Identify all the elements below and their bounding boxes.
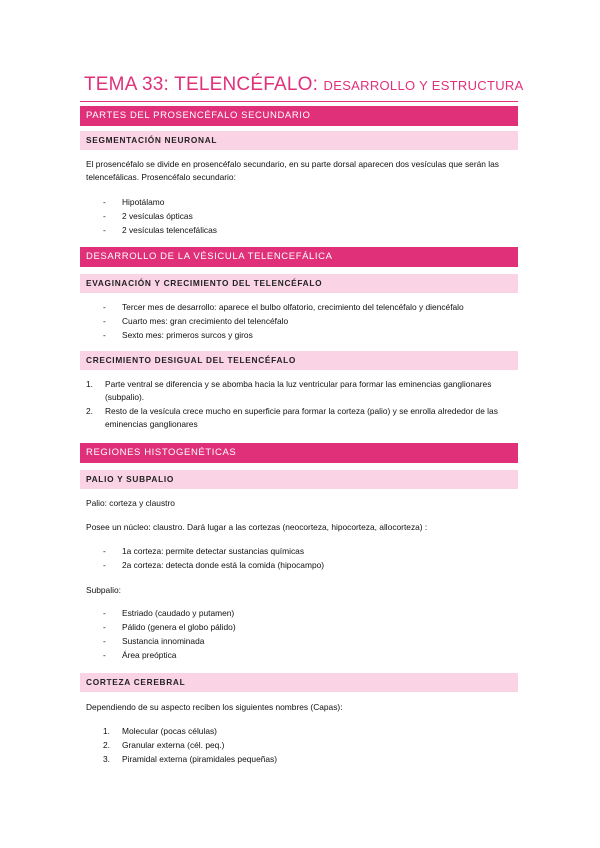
title-rule: [80, 101, 518, 102]
list-number: 1.: [103, 726, 110, 736]
paragraph-palio: Palio: corteza y claustro: [86, 498, 175, 508]
page-title: [84, 74, 524, 96]
subsection-header-crecimiento: CRECIMIENTO DESIGUAL DEL TELENCÉFALO: [80, 351, 518, 370]
bullet-mark: -: [103, 650, 106, 660]
subsection-header-segmentacion: SEGMENTACIÓN NEURONAL: [80, 131, 518, 150]
paragraph-corteza: Dependiendo de su aspecto reciben los siguientes nombres (Capas):: [86, 702, 343, 712]
section-header-regiones: REGIONES HISTOGENÉTICAS: [80, 443, 518, 463]
bullet-mark: -: [103, 546, 106, 556]
list-number: 1.: [86, 379, 93, 389]
bullet-mark: -: [103, 608, 106, 618]
bullet-mark: -: [103, 211, 106, 221]
paragraph-segmentacion: El prosencéfalo se divide en prosencéfalo secundario, en su parte dorsal aparecen dos vesículas que serán las telencefálicas. Prosencéfalo secundario:: [86, 159, 499, 182]
section-header-partes: PARTES DEL PROSENCÉFALO SECUNDARIO: [80, 106, 518, 126]
bullet-mark: -: [103, 302, 106, 312]
section-header-desarrollo: DESARROLLO DE LA VÉSICULA TELENCEFÁLICA: [80, 247, 518, 267]
bullet-mark: -: [103, 622, 106, 632]
bullet-mark: -: [103, 636, 106, 646]
list-number: 2.: [103, 740, 110, 750]
subsection-header-evaginacion: EVAGINACIÓN Y CRECIMIENTO DEL TELENCÉFALO: [80, 274, 518, 293]
subsection-header-palio: PALIO Y SUBPALIO: [80, 470, 518, 489]
paragraph-subpalio: Subpalio:: [86, 585, 121, 595]
bullet-mark: -: [103, 225, 106, 235]
list-number: 3.: [103, 754, 110, 764]
bullet-mark: -: [103, 330, 106, 340]
subsection-header-corteza: CORTEZA CEREBRAL: [80, 673, 518, 692]
bullet-mark: -: [103, 560, 106, 570]
title-main: TEMA 33: TELENCÉFALO:: [84, 74, 324, 95]
list-number: 2.: [86, 406, 93, 416]
paragraph-nucleo: Posee un núcleo: claustro. Dará lugar a las cortezas (neocorteza, hipocorteza, allocorteza) :: [86, 522, 428, 532]
title-sub: DESARROLLO Y ESTRUCTURA: [323, 78, 524, 93]
document-page: TEMA 33: TELENCÉFALO: DESARROLLO Y ESTRUCTURA PARTES DEL PROSENCÉFALO SECUNDARIO SEGMENTACIÓN NEURONAL El prosencéfalo se divide en prosencéfalo secundario, en su parte dorsal aparecen dos vesículas que serán las telencefálicas. Prosencéfalo secundario: - Hipotálamo - 2 vesículas ópticas - 2 vesículas telencefálicas DESARROLLO DE LA VÉSICULA TELENCEFÁLICA EVAGINACIÓN Y CRECIMIENTO DEL TELENCÉFALO - Tercer mes de desarrollo: aparece el bulbo olfatorio, crecimiento del telencéfalo y diencéfalo - Cuarto mes: gran crecimiento del telencéfalo - Sexto mes: primeros surcos y giros CRECIMIENTO DESIGUAL DEL TELENCÉFALO 1. Parte ventral se diferencia y se abomba hacia la luz ventricular para formar las eminencias ganglionares (subpalio). 2. Resto de la vesícula crece mucho en superficie para formar la corteza (palio) y se enrolla alrededor de las eminencias ganglionares REGIONES HISTOGENÉTICAS PALIO Y SUBPALIO Palio: corteza y claustro Posee un núcleo: claustro. Dará lugar a las cortezas (neocorteza, hipocorteza, allocorteza) : - 1a corteza: permite detectar sustancias químicas - 2a corteza: detecta donde está la comida (hipocampo) Subpalio: - Estriado (caudado y putamen) - Pálido (genera el globo pálido) - Sustancia innominada - Área preóptica CORTEZA CEREBRAL Dependiendo de su aspecto reciben los siguientes nombres (Capas): 1. Molecular (pocas células) 2. Granular externa (cél. peq.) 3. Piramidal externa (piramidales pequeñas): [0, 0, 600, 848]
bullet-mark: -: [103, 197, 106, 207]
bullet-mark: -: [103, 316, 106, 326]
